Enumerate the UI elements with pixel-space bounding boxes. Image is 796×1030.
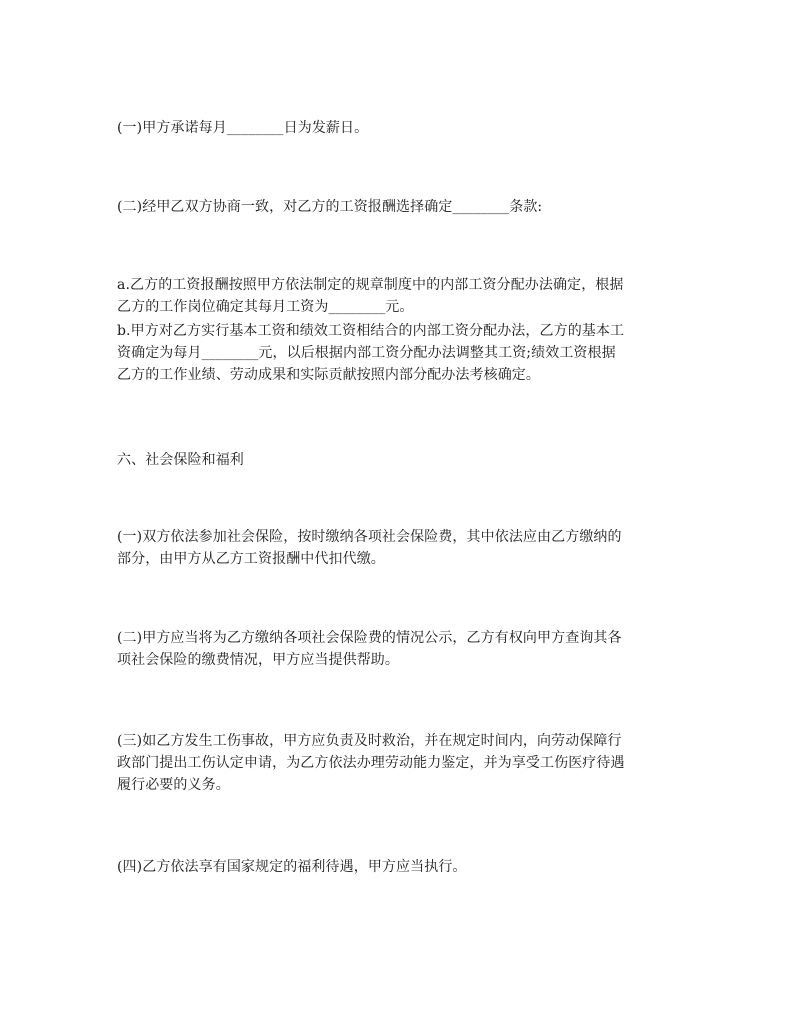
salary-option-b-line-3: 乙方的工作业绩、劳动成果和实际贡献按照内部分配办法考核确定。 (117, 367, 540, 383)
salary-option-line: (二)经甲乙双方协商一致，对乙方的工资报酬选择确定________条款: (117, 199, 543, 215)
payday-line: (一)甲方承诺每月________日为发薪日。 (117, 120, 369, 136)
insurance-p3-line-1: (三)如乙方发生工伤事故，甲方应负责及时救治，并在规定时间内，向劳动保障行 (117, 733, 622, 749)
salary-option-a-line-1: a.乙方的工资报酬按照甲方依法制定的规章制度中的内部工资分配办法确定，根据 (117, 277, 624, 293)
insurance-p4-line: (四)乙方依法享有国家规定的福利待遇，甲方应当执行。 (117, 859, 467, 875)
insurance-paragraph-2 (117, 627, 687, 671)
salary-option-a-paragraph (117, 274, 687, 318)
salary-option-paragraph (117, 196, 687, 218)
salary-option-a-line-2: 乙方的工作岗位确定其每月工资为________元。 (117, 299, 414, 315)
salary-option-b-line-2: 资确定为每月________元，以后根据内部工资分配办法调整其工资;绩效工资根据 (117, 345, 616, 361)
insurance-paragraph-1 (117, 526, 687, 570)
insurance-p3-line-3: 履行必要的义务。 (117, 777, 230, 793)
insurance-p3-line-2: 政部门提出工伤认定申请，为乙方依法办理劳动能力鉴定，并为享受工伤医疗待遇 (117, 755, 625, 771)
insurance-p1-line-2: 部分，由甲方从乙方工资报酬中代扣代缴。 (117, 551, 385, 567)
salary-option-b-line-1: b.甲方对乙方实行基本工资和绩效工资相结合的内部工资分配办法，乙方的基本工 (117, 323, 625, 339)
section-heading-text: 六、社会保险和福利 (117, 452, 244, 468)
insurance-paragraph-4 (117, 856, 687, 878)
insurance-p1-line-1: (一)双方依法参加社会保险，按时缴纳各项社会保险费，其中依法应由乙方缴纳的 (117, 529, 622, 545)
salary-option-b-paragraph (117, 320, 687, 386)
payday-paragraph (117, 117, 687, 139)
insurance-paragraph-3 (117, 730, 687, 796)
insurance-p2-line-2: 项社会保险的缴费情况，甲方应当提供帮助。 (117, 652, 399, 668)
insurance-p2-line-1: (二)甲方应当将为乙方缴纳各项社会保险费的情况公示，乙方有权向甲方查询其各 (117, 630, 622, 646)
section-heading (117, 449, 687, 471)
